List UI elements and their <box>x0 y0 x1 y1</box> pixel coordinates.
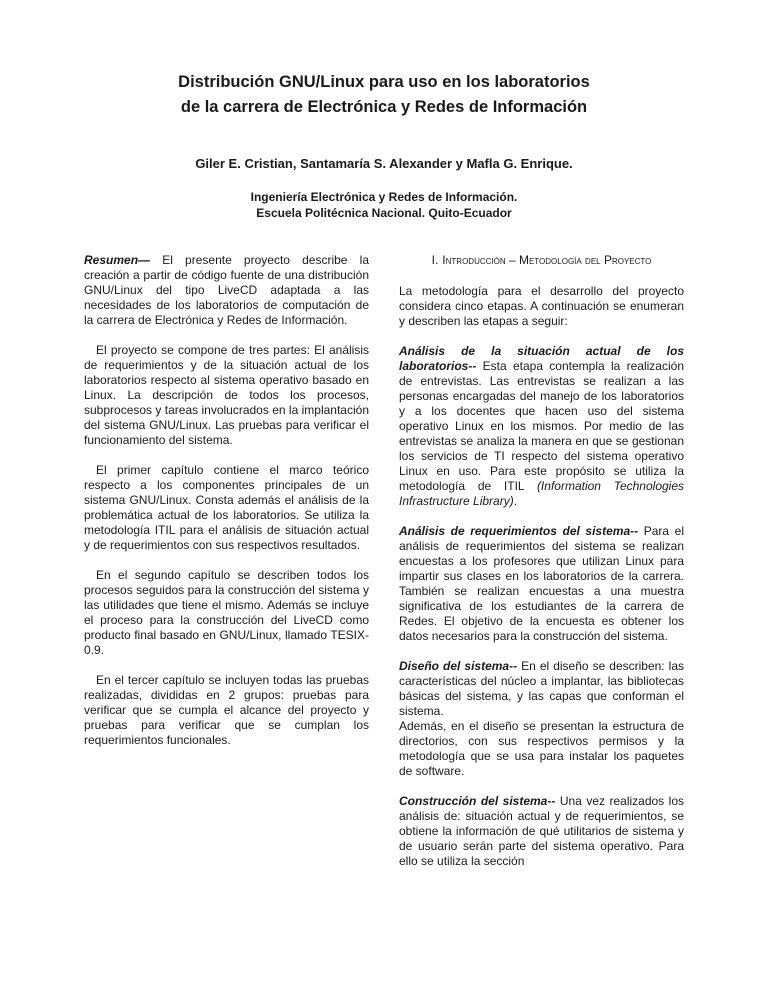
stage-text: Una vez realizados los análisis de: situación actual y de requerimientos, se obtiene la información de qué utilitarios de sistema y de usuario serán parte del sistema operativo. Para ello se utiliza la sección <box>399 794 685 868</box>
stage-text: Esta etapa contempla la realización de entrevistas. Las entrevistas se realizan a las personas encargadas del manejo de los laboratorios y a los docentes que hacen uso del sistema operativo Linux en los mismos. Por medio de las entrevistas se analiza la manera en que se gestionan los servicios de TI respecto del sistema operativo Linux en uso. Para este propósito se utiliza la metodología de ITIL <box>399 359 684 493</box>
left-column <box>84 253 369 884</box>
paper-header <box>84 70 684 221</box>
stage-paragraph-diseno <box>399 659 684 779</box>
stage-text: En el diseño se describen: las características del núcleo a implantar, las bibliotecas básicas del sistema, y las capas que conforman el sistema. <box>399 659 685 718</box>
section-heading <box>399 253 684 268</box>
body-paragraph-2: El primer capítulo contiene el marco teórico respecto a los componentes principales de un sistema GNU/Linux. Consta además el análisis de la problemática actual de los laboratorios. Se utiliza la metodología ITIL para el análisis de situación actual y de requerimientos con sus respectivos resultados. <box>84 463 369 552</box>
stage-text-continued: Además, en el diseño se presentan la estructura de directorios, con sus respectivos permisos y la metodología que se usa para instalar los paquetes de software. <box>399 719 684 778</box>
stage-lead: Análisis de la situación actual de los laboratorios-- <box>399 344 684 373</box>
affiliation-block <box>84 189 684 221</box>
section-title: Introducción – Metodología del Proyecto <box>442 253 652 267</box>
stage-text: Para el análisis de requerimientos del sistema se realizan encuestas a los profesores que utilizan Linux para impartir sus clases en los laboratorios de la carrera. También se realizan encuestas a una muestra significativa de los estudiantes de la carrera de Redes. El objetivo de la encuesta es obtener los datos necesarios para la construcción del sistema. <box>399 524 685 643</box>
stage-lead: Análisis de requerimientos del sistema-- <box>399 524 639 538</box>
paper-title-line-2: de la carrera de Electrónica y Redes de Información <box>180 98 588 116</box>
paper-title-line-1: Distribución GNU/Linux para uso en los laboratorios <box>178 73 590 91</box>
affiliation-line-1: Ingeniería Electrónica y Redes de Información. <box>250 190 518 204</box>
right-column <box>399 253 684 884</box>
paper-title <box>84 70 684 120</box>
body-paragraph-4: En el tercer capítulo se incluyen todas las pruebas realizadas, divididas en 2 grupos: pruebas para verificar que se cumpla el alcance del proyecto y pruebas para verificar que se cumplan los requerimientos funcionales. <box>84 673 369 747</box>
two-column-body <box>84 253 684 884</box>
stage-tail: . <box>513 494 518 508</box>
intro-paragraph: La metodología para el desarrollo del proyecto considera cinco etapas. A continuación se enumeran y describen las etapas a seguir: <box>399 284 684 328</box>
abstract-paragraph <box>84 253 369 328</box>
section-number: I. <box>431 253 439 267</box>
stage-lead: Diseño del sistema-- <box>399 659 518 673</box>
body-paragraph-3: En el segundo capítulo se describen todos los procesos seguidos para la construcción del sistema y las utilidades que tiene el mismo. Además se incluye el proceso para la construcción del LiveCD como producto final basado en GNU/Linux, llamado TESIX-0.9. <box>84 568 369 657</box>
stage-paragraph-construccion <box>399 794 684 869</box>
authors-line: Giler E. Cristian, Santamaría S. Alexander y Mafla G. Enrique. <box>195 156 573 171</box>
stage-paragraph-analisis-requerimientos <box>399 524 684 644</box>
abstract-text: El presente proyecto describe la creación a partir de código fuente de una distribución GNU/Linux del tipo LiveCD adaptada a las necesidades de los laboratorios de computación de la carrera de Electrónica y Redes de Información. <box>84 253 369 327</box>
stage-lead: Construcción del sistema-- <box>399 794 556 808</box>
stage-paragraph-analisis-situacion <box>399 344 684 509</box>
stage-italic-text: (Information Technologies Infrastructure Library) <box>399 479 685 508</box>
body-paragraph-1: El proyecto se compone de tres partes: El análisis de requerimientos y de la situación actual de los laboratorios respecto al sistema operativo basado en Linux. La descripción de todos los procesos, subprocesos y tareas involucrados en la implantación del sistema GNU/Linux. Las pruebas para verificar el funcionamiento del sistema. <box>84 343 369 447</box>
abstract-label: Resumen— <box>84 253 151 267</box>
affiliation-line-2: Escuela Politécnica Nacional. Quito-Ecuador <box>256 206 512 220</box>
